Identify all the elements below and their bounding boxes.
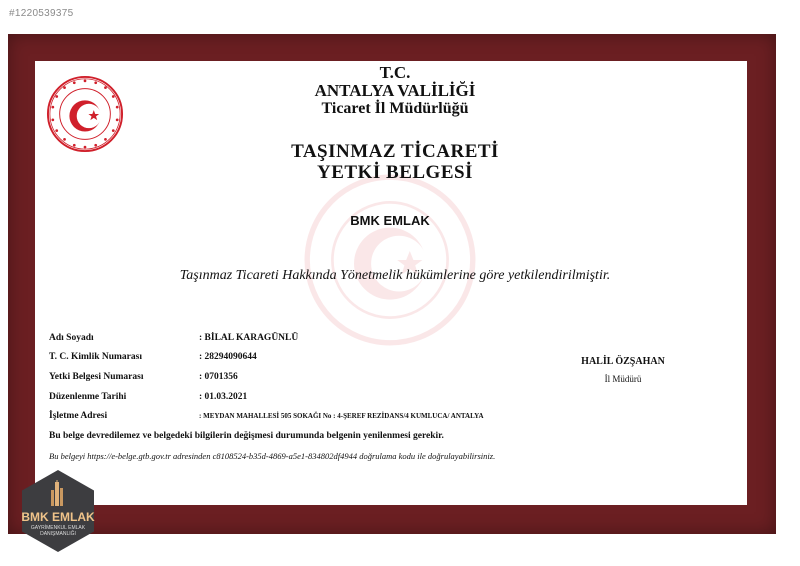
field-value: : MEYDAN MAHALLESİ 505 SOKAĞI No : 4-ŞEREF REZİDANS/4 KUMLUCA/ ANTALYA <box>199 412 484 420</box>
logo-subtitle-line2: DANIŞMANLIĞI <box>40 531 76 537</box>
field-label: Yetki Belgesi Numarası <box>49 372 144 382</box>
header-line-tc: T.C. <box>379 63 411 82</box>
field-label: Adı Soyadı <box>49 333 94 343</box>
field-label: T. C. Kimlik Numarası <box>49 352 142 362</box>
field-label: Düzenlenme Tarihi <box>49 392 127 402</box>
field-value: : 01.03.2021 <box>199 392 248 402</box>
ministry-seal-watermark-icon <box>300 170 480 350</box>
header-line-directorate: Ticaret İl Müdürlüğü <box>321 100 469 117</box>
field-value: : BİLAL KARAGÜNLÜ <box>199 333 299 343</box>
field-value: : 28294090644 <box>199 352 257 362</box>
verification-text: Bu belgeyi https://e-belge.gtb.gov.tr adresinden c8108524-b35d-4869-a5e1-834802df4944 doğrulama kodu ile doğrulayabilirsiniz. <box>49 451 496 461</box>
tower-logo-icon <box>47 480 67 508</box>
ministry-seal-icon <box>46 75 124 153</box>
header-line-governorship: ANTALYA VALİLİĞİ <box>314 81 476 100</box>
signer-title: İl Müdürü <box>604 374 642 384</box>
certificate-title-line1: TAŞINMAZ TİCARETİ <box>291 141 499 162</box>
certificate-title-line2: YETKİ BELGESİ <box>317 162 473 183</box>
signer-name: HALİL ÖZŞAHAN <box>581 356 665 367</box>
logo-subtitle <box>16 525 100 537</box>
company-name: BMK EMLAK <box>350 213 430 228</box>
authorization-statement: Taşınmaz Ticareti Hakkında Yönetmelik hükümlerine göre yetkilendirilmiştir. <box>179 268 611 283</box>
renewal-note: Bu belge devredilemez ve belgedeki bilgilerin değişmesi durumunda belgenin yenilenmesi gerekir. <box>49 431 444 441</box>
listing-id: #1220539375 <box>9 8 74 19</box>
field-value: : 0701356 <box>199 372 238 382</box>
logo-subtitle-line1: GAYRİMENKUL EMLAK <box>30 525 86 531</box>
bmk-emlak-logo <box>16 470 96 552</box>
logo-name: BMK EMLAK <box>21 510 95 524</box>
field-label: İşletme Adresi <box>49 411 108 421</box>
